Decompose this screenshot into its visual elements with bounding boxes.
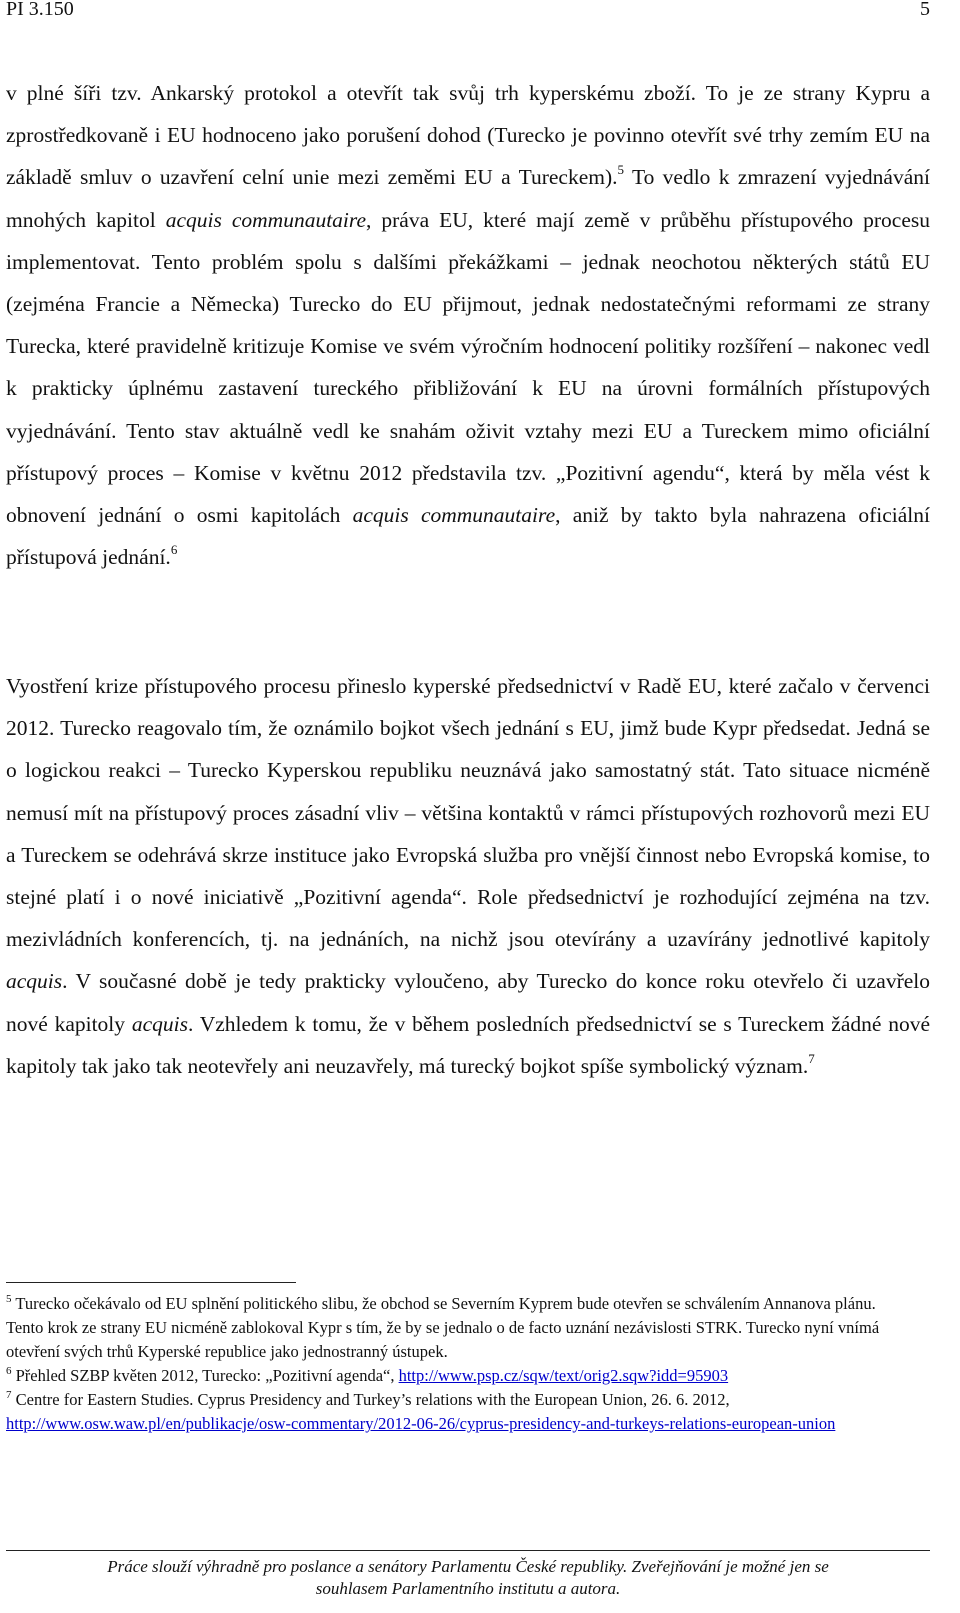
paragraph-2-text-c: . Vzhledem k tomu, že v během posledních předsednictví se s Tureckem žádné nové kapitoly tak jako tak neotevřely ani neuzavřely, má turecký bojkot spíše symbolický význam. [6, 1011, 930, 1078]
paragraph-1-text-a: v plné šíři tzv. Ankarský protokol a otevřít tak svůj trh kyperskému zboží. To je ze strany Kypru a zprostředkovaně i EU hodnoceno jako porušení dohod (Turecko je povinno otevřít své trhy zemím EU na základě smluv o uzavření celní unie mezi zeměmi EU a Tureckem). [6, 81, 930, 190]
footnote-5 [6, 1292, 916, 1364]
footer-separator [6, 1550, 930, 1551]
page-number: 5 [920, 0, 930, 20]
footnote-ref-5: 5 [617, 162, 625, 178]
footnote-7-link[interactable]: http://www.osw.waw.pl/en/publikacje/osw-commentary/2012-06-26/cyprus-presidency-and-turkeys-relations-european-union [6, 1414, 836, 1434]
footer-line-1: Práce slouží výhradně pro poslance a senátory Parlamentu České republiky. Zveřejňování je možné jen se [107, 1557, 829, 1576]
footnotes [6, 1292, 916, 1437]
footnote-6-mark: 6 [6, 1364, 12, 1377]
footnote-7-text: Centre for Eastern Studies. Cyprus Presidency and Turkey’s relations with the European Union, 26. 6. 2012, [11, 1390, 730, 1410]
footnote-5-mark: 5 [6, 1292, 12, 1305]
footnote-6-text: Přehled SZBP květen 2012, Turecko: „Pozitivní agenda“, [11, 1366, 399, 1386]
term-acquis: acquis [6, 969, 63, 994]
footnote-6 [6, 1364, 916, 1388]
paragraph-2 [6, 665, 930, 1087]
footnote-7-mark: 7 [6, 1388, 12, 1401]
paragraph-1 [6, 72, 930, 578]
term-acquis-communautaire: acquis communautaire [352, 503, 556, 528]
document-code: PI 3.150 [6, 0, 74, 20]
paragraph-1-text-c: , práva EU, které mají země v průběhu přístupového procesu implementovat. Tento problém spolu s dalšími překážkami – jednak neochotou některých států EU (zejména Francie a Německa) Turecko do EU přijmout, jednak nedostatečnými reformami ze strany Turecka, které pravidelně kritizuje Komise ve svém výročním hodnocení politiky rozšíření – nakonec vedl k prakticky úplnému zastavení tureckého přibližování k EU na úrovni formálních přístupových vyjednávání. Tento stav aktuálně vedl ke snahám oživit vztahy mezi EU a Tureckem mimo oficiální přístupový proces – Komise v květnu 2012 představila tzv. „Pozitivní agendu“, která by měla vést k obnovení jednání o osmi kapitolách [6, 207, 930, 528]
term-acquis: acquis [131, 1011, 188, 1036]
paragraph-2-text-b: . V současné době je tedy prakticky vyloučeno, aby Turecko do konce roku otevřelo či uzavřelo nové kapitoly [6, 969, 930, 1036]
footer-line-2: souhlasem Parlamentního institutu a autora. [315, 1579, 621, 1598]
footnote-separator [6, 1282, 296, 1283]
page-footer [6, 1556, 930, 1600]
paragraph-2-text-a: Vyostření krize přístupového procesu přineslo kyperské předsednictví v Radě EU, které začalo v červenci 2012. Turecko reagovalo tím, že oznámilo bojkot všech jednání s EU, jimž bude Kypr předsedat. Jedná se o logickou reakci – Turecko Kyperskou republiku neuznává jako samostatný stát. Tato situace nicméně nemusí mít na přístupový proces zásadní vliv – většina kontaktů v rámci přístupových rozhovorů mezi EU a Tureckem se odehrává skrze instituce jako Evropská služba pro vnější činnost nebo Evropská komise, to stejné platí i o nové iniciativě „Pozitivní agenda“. Role předsednictví je rozhodující zejména na tzv. mezivládních konferencích, tj. na jednáních, na nichž jsou otevírány a uzavírány jednotlivé kapitoly [6, 674, 930, 952]
footnote-6-link[interactable]: http://www.psp.cz/sqw/text/orig2.sqw?idd=95903 [398, 1366, 729, 1386]
page-header [0, 0, 960, 26]
footnote-ref-6: 6 [170, 542, 178, 558]
term-acquis-communautaire: acquis communautaire [165, 207, 367, 232]
paragraph-1-text-b: To vedlo k zmrazení vyjednávání mnohých kapitol [6, 165, 930, 232]
footnote-ref-7: 7 [808, 1050, 815, 1066]
footnote-5-text: Turecko očekávalo od EU splnění politického slibu, že obchod se Severním Kyprem bude otevřen se schválením Annanova plánu. Tento krok ze strany EU nicméně zablokoval Kypr s tím, že by se jednalo o de facto uznání nezávislosti STRK. Turecko nyní vnímá otevření svých trhů Kyperské republice jako jednostranný ústupek. [6, 1294, 880, 1362]
footnote-7 [6, 1388, 916, 1436]
paragraph-1-text-d: , aniž by takto byla nahrazena oficiální přístupová jednání. [6, 503, 930, 570]
